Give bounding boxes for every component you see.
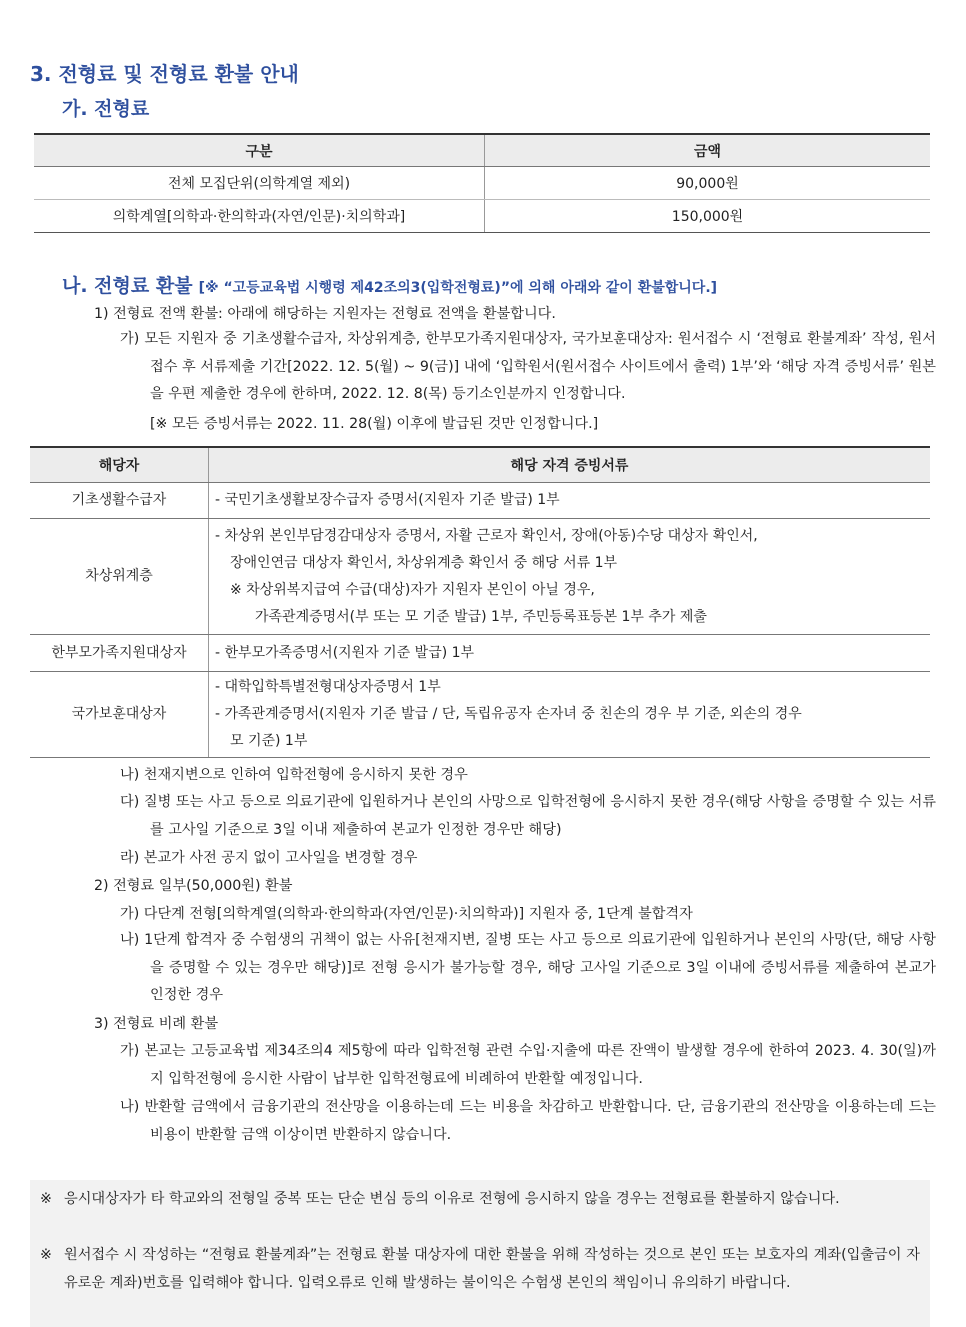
subsection-refund-title [62,271,717,298]
doc-line: - 가족관계증명서(지원자 기준 발급 / 단, 독립유공자 손자녀 중 친손의 경우 부 기준, 외손의 경우 [215,706,802,722]
refund-item1-title: 1) 전형료 전액 환불: 아래에 해당하는 지원자는 전형료 전액을 환불합니다. [94,306,556,322]
table-row [30,483,930,519]
doc-line: - 대학입학특별전형대상자증명서 1부 [215,679,441,695]
refund-item3-ga [120,1038,936,1093]
doc-category: 차상위계층 [30,519,209,635]
refund-title-note: [※ “고등교육법 시행령 제42조의3(입학전형료)”에 의해 아래와 같이 환불합니다.] [198,280,718,296]
fee-amount: 90,000원 [485,167,931,200]
refund-item2-title: 2) 전형료 일부(50,000원) 환불 [94,878,293,894]
doc-line: ※ 차상위복지급여 수급(대상)자가 지원자 본인이 아닐 경우, [230,581,595,598]
table-row [30,519,930,635]
refund-item1-ga-note: [※ 모든 증빙서류는 2022. 11. 28(월) 이후에 발급된 것만 인정합니다.] [150,416,599,432]
refund-item3-na [120,1094,936,1149]
refund-item1-ga [120,326,936,409]
notice-mark: ※ [40,1247,52,1263]
doc-header-docs: 해당 자격 증빙서류 [209,447,931,483]
table-row [30,672,930,758]
refund-item1-na: 나) 천재지변으로 인하여 입학전형에 응시하지 못한 경우 [120,767,468,783]
fee-header-amount: 금액 [485,134,931,167]
fee-header-category: 구분 [34,134,485,167]
notice-mark: ※ [40,1191,52,1207]
doc-category: 국가보훈대상자 [30,672,209,758]
doc-line: - 한부모가족증명서(지원자 기준 발급) 1부 [215,644,475,661]
table-row [34,167,930,200]
doc-list [209,519,931,635]
refund-item3-na-text: 나) 반환할 금액에서 금융기관의 전산망을 이용하는데 드는 비용을 차감하고 반환합니다. 단, 금융기관의 전산망을 이용하는데 드는 비용이 반환할 금액 이상이면 반환하지 않습니다. [120,1099,936,1143]
fee-category: 의학계열[의학과·한의학과(자연/인문)·치의학과] [34,200,485,233]
refund-item1-ra: 라) 본교가 사전 공지 없이 고사일을 변경할 경우 [120,850,418,866]
refund-item2-ga: 가) 다단계 전형[의학계열(의학과·한의학과(자연/인문)·치의학과)] 지원자 중, 1단계 불합격자 [120,906,693,922]
doc-table-header [30,447,930,483]
refund-title-text: 나. 전형료 환불 [62,275,193,297]
doc-line: 가족관계증명서(부 또는 모 기준 발급) 1부, 주민등록표등본 1부 추가 제출 [255,608,707,625]
fee-table-header [34,134,930,167]
doc-header-target: 해당자 [30,447,209,483]
notice-item [40,1241,920,1297]
doc-line: - 국민기초생활보장수급자 증명서(지원자 기준 발급) 1부 [215,492,560,508]
notice-text: 응시대상자가 타 학교와의 전형일 중복 또는 단순 변심 등의 이유로 전형에 응시하지 않을 경우는 전형료를 환불하지 않습니다. [64,1191,840,1207]
doc-line: - 차상위 본인부담경감대상자 증명서, 자활 근로자 확인서, 장애(아동)수당 대상자 확인서, [215,527,758,544]
refund-item1-da [120,789,936,844]
notice-item [40,1185,920,1213]
notice-box [30,1180,930,1327]
document-table [30,446,930,758]
doc-line: 장애인연금 대상자 확인서, 차상위계층 확인서 중 해당 서류 1부 [230,554,618,571]
refund-item3-ga-text: 가) 본교는 고등교육법 제34조의4 제5항에 따라 입학전형 관련 수입·지출에 따른 잔액이 발생할 경우에 한하여 2023. 4. 30(일)까지 입학전형에 응시한 사람이 납부한 입학전형료에 비례하여 반환할 예정입니다. [120,1043,936,1087]
table-row [34,200,930,233]
fee-category: 전체 모집단위(의학계열 제외) [34,167,485,200]
subsection-fee-title: 가. 전형료 [62,98,150,120]
doc-category: 한부모가족지원대상자 [30,635,209,672]
notice-text: 원서접수 시 작성하는 “전형료 환불계좌”는 전형료 환불 대상자에 대한 환불을 위해 작성하는 것으로 본인 또는 보호자의 계좌(입출금이 자유로운 계좌)번호를 입력해야 합니다. 입력오류로 인해 발생하는 불이익은 수험생 본인의 책임이니 유의하기 바랍니다. [64,1247,920,1291]
fee-table [34,133,930,233]
refund-item3-title: 3) 전형료 비례 환불 [94,1016,219,1032]
refund-item1-da-text: 다) 질병 또는 사고 등으로 의료기관에 입원하거나 본인의 사망으로 입학전형에 응시하지 못한 경우(해당 사항을 증명할 수 있는 서류를 고사일 기준으로 3일 이내 제출하여 본교가 인정한 경우만 해당) [120,794,936,838]
fee-amount: 150,000원 [485,200,931,233]
doc-list [209,672,931,758]
refund-item2-na [120,927,936,1010]
refund-item2-na-text: 나) 1단계 합격자 중 수험생의 귀책이 없는 사유[천재지변, 질병 또는 사고 등으로 의료기관에 입원하거나 본인의 사망(단, 해당 사항을 증명할 수 있는 경우만 해당)]로 전형 응시가 불가능할 경우, 해당 고사일 기준으로 3일 이내에 증빙서류를 제출하여 본교가 인정한 경우 [120,932,936,1003]
table-row [30,635,930,672]
doc-line: 모 기준) 1부 [230,733,308,749]
doc-list [209,635,931,672]
section-title: 3. 전형료 및 전형료 환불 안내 [30,62,299,86]
doc-list [209,483,931,519]
refund-item1-ga-text: 가) 모든 지원자 중 기초생활수급자, 차상위계층, 한부모가족지원대상자, 국가보훈대상자: 원서접수 시 ‘전형료 환불계좌’ 작성, 원서접수 후 서류제출 기간[2022. 12. 5(월) ~ 9(금)] 내에 ‘입학원서(원서접수 사이트에서 출력) 1부’와 ‘해당 자격 증빙서류’ 원본을 우편 제출한 경우에 한하며, 2022. 12. 8(목) 등기소인분까지 인정합니다. [120,331,936,402]
doc-category: 기초생활수급자 [30,483,209,519]
